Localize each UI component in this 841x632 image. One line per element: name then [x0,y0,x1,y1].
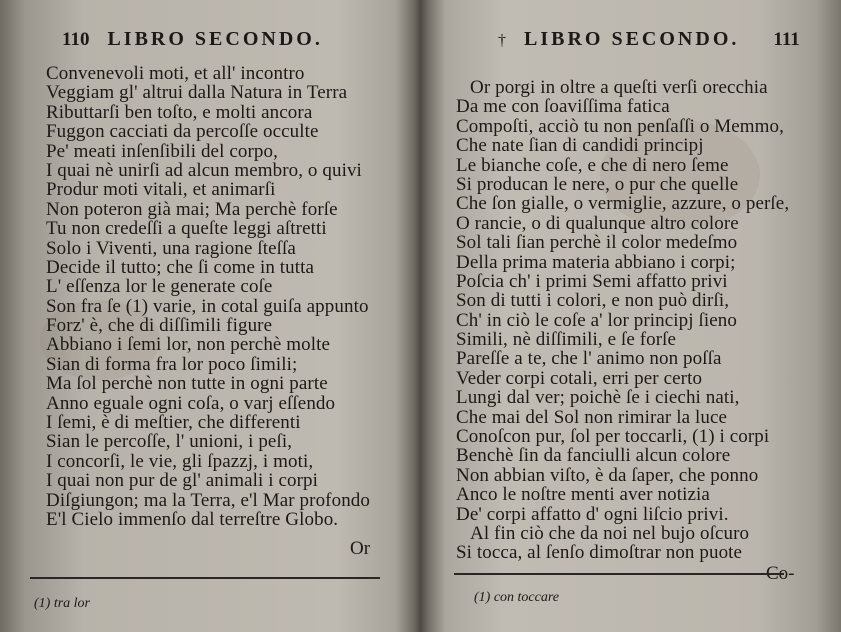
right-page-number: 111 [773,29,800,50]
verse-line: Son fra ſe (1) varie, in cotal guiſa appunto [46,295,369,317]
verse-line: Solo i Viventi, una ragione ſteſſa [46,237,296,259]
left-page-header [62,28,323,56]
verse-line: Sian le percoſſe, l' unioni, i peſi, [46,431,293,453]
verse-line: Poſcia ch' i primi Semi affatto privi [456,270,728,292]
left-footnote: (1) tra lor [34,596,90,611]
verse-line: Anno eguale ogni coſa, o varj eſſendo [46,392,336,414]
verse-line: Non poteron già mai; Ma perchè forſe [46,198,338,220]
verse-line: Si tocca, al ſenſo dimoſtrar non puote [456,542,743,564]
verse-line: Che nate ſian di candidi principj [456,135,704,157]
verse-line: Fuggon cacciati da percoſſe occulte [46,121,319,143]
verse-line: Or porgi in oltre a queſti verſi orecchia [470,77,768,98]
verse-line: Che ſon gialle, o vermiglie, azzure, o perſe, [456,193,790,215]
verse-line: Sol tali ſian perchè il color medeſmo [456,232,738,254]
right-header-mark: † [498,32,506,49]
verse-line: Pareſſe a te, che l' animo non poſſa [456,348,722,370]
verse-line: I quai nè unirſi ad alcun membro, o quivi [46,159,362,181]
verse-line: Produr moti vitali, et animarſi [46,179,276,201]
verse-line: Diſgiungon; ma la Terra, e'l Mar profondo [46,489,371,511]
verse-line: E'l Cielo immenſo dal terreſtre Globo. [46,508,339,530]
verse-line: Abbiano i ſemi lor, non perchè molte [46,334,331,356]
verse-line: Compoſti, acciò tu non penſaſſi o Memmo, [456,115,785,137]
left-page-number: 110 [62,29,90,50]
verse-line: Sian di forma fra lor poco ſimili; [46,353,298,375]
verse-line: Da me con ſoaviſſima fatica [456,96,670,118]
verse-line: Si producan le nere, o pur che quelle [456,173,739,195]
right-verse-column [456,78,789,563]
left-running-title: LIBRO SECONDO. [107,28,323,50]
verse-line: Al fin ciò che da noi nel bujo oſcuro [470,522,750,544]
verse-line: Conoſcon pur, ſol per toccarli, (1) i corpi [456,426,770,448]
verse-line: Ma ſol perchè non tutte in ogni parte [46,373,328,395]
verse-line: Anco le noſtre menti aver notizia [456,484,710,506]
left-verse-column [46,64,370,529]
verse-line: Convenevoli moti, et all' incontro [46,63,305,84]
right-running-title: LIBRO SECONDO. [524,28,740,50]
verse-line: Della prima materia abbiano i corpi; [456,251,736,273]
verse-line: Ributtarſi ben toſto, e molti ancora [46,101,313,123]
right-page-header [498,28,800,56]
verse-line: Decide il tutto; che ſi come in tutta [46,256,315,278]
verse-line: Tu non credeſſi a queſte leggi aſtretti [46,218,327,240]
verse-line: Veder corpi cotali, erri per certo [456,367,703,389]
right-footnote: (1) con toccare [474,590,559,605]
verse-line: De' corpi affatto d' ogni liſcio privi. [456,503,729,525]
verse-line: Le bianche coſe, e che di nero ſeme [456,154,729,176]
verse-line: O rancie, o di qualunque altro colore [456,212,739,234]
right-catchword: Co- [766,563,795,584]
left-page [0,0,410,632]
left-catchword: Or [350,538,371,559]
verse-line: Che mai del Sol non rimirar la luce [456,406,728,428]
verse-line: Benchè ſin da fanciulli alcun colore [456,445,731,467]
verse-line: Forz' è, che di diſſimili figure [46,315,273,337]
verse-line: Lungi dal ver; poichè ſe i ciechi nati, [456,387,740,409]
left-footnote-rule [30,577,380,579]
verse-line: Ch' in ciò le coſe a' lor principj ſieno [456,309,737,331]
verse-line: L' eſſenza lor le generate coſe [46,276,273,298]
verse-line: I quai non pur de gl' animali i corpi [46,470,319,492]
right-page [418,0,841,632]
verse-line: Son di tutti i colori, e non può dirſi, [456,290,730,312]
verse-line: Non abbian viſto, è da ſaper, che ponno [456,464,759,486]
verse-line: Simili, nè diſſimili, e ſe forſe [456,329,677,351]
verse-line: I ſemi, è di meſtier, che differenti [46,412,301,434]
verse-line: Veggiam gl' altrui dalla Natura in Terra [46,82,348,104]
right-footnote-rule [454,573,784,575]
verse-line: I concorſi, le vie, gli ſpazzj, i moti, [46,450,314,472]
verse-line: Pe' meati inſenſibili del corpo, [46,140,278,162]
